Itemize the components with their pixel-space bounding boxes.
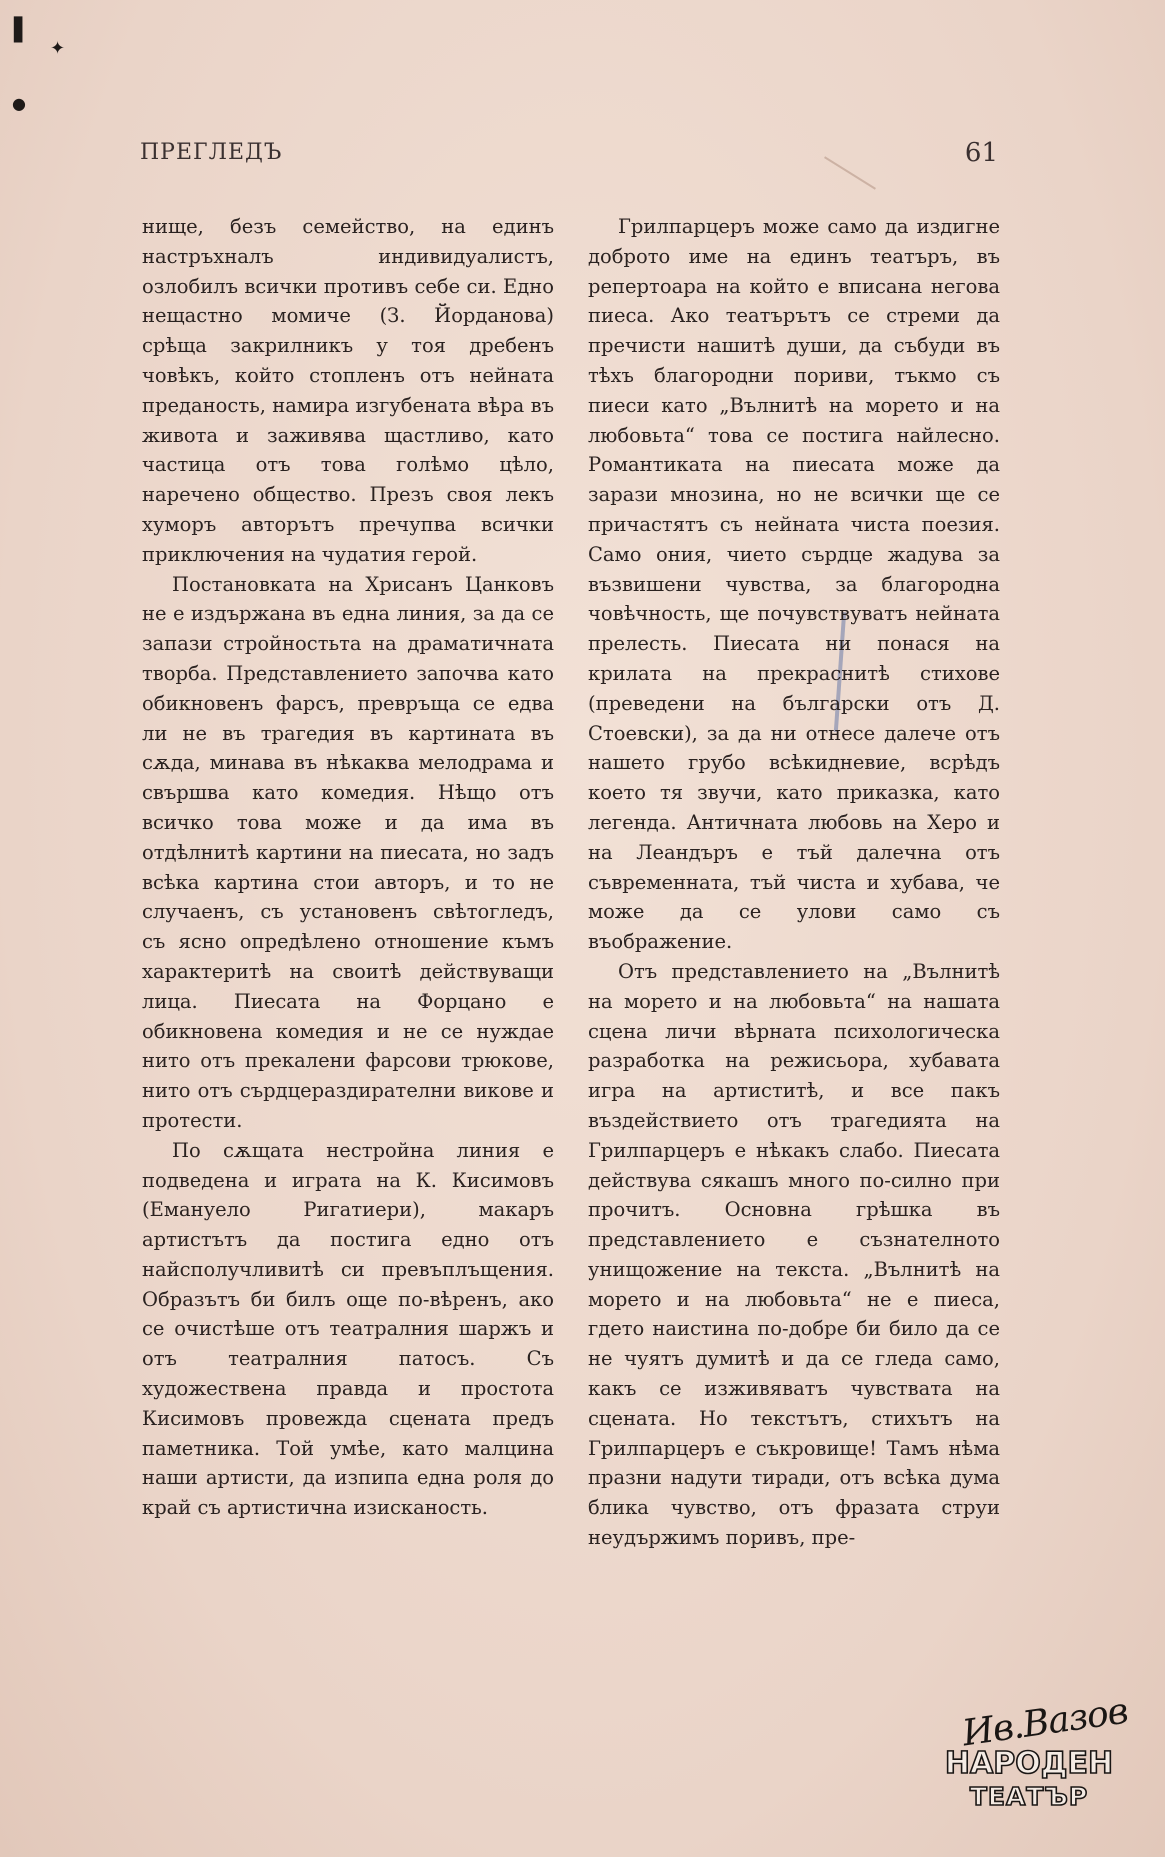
right-column	[588, 212, 1000, 1553]
paragraph: Грилпарцеръ може само да издигне доброто име на единъ театъръ, въ репертоара на който е вписана негова пиеса. Ако театърътъ се стреми да пречисти нашитѣ души, да събуди въ тѣхъ благородни пориви, тъкмо съ пиеси като „Вълнитѣ на морето и на любовьта“ това се постига найлесно. Романтиката на пиесата може да зарази мнозина, но не всички ще се причастятъ съ нейната чиста поезия. Само ония, чието сърдце жадува за възвишени чувства, за благородна човѣчность, ще почувствуватъ нейната прелесть. Пиесата ни понася на крилата на прекраснитѣ стихове (преведени на български отъ Д. Стоевски), за да ни отнесе далече отъ нашето грубо всѣкидневие, всрѣдъ което тя звучи, като приказка, като легенда. Античната любовь на Херо и на Леандъръ е тъй далечна отъ съвременната, тъй чиста и хубава, че може да се улови само съ въображение.	[588, 215, 1000, 954]
margin-mark: ●	[12, 94, 26, 113]
logo-text-line1: НАРОДЕН	[944, 1746, 1114, 1781]
left-column	[142, 212, 554, 1523]
paragraph: Отъ представлението на „Вълнитѣ на морето и на любовьта“ на нашата сцена личи вѣрната психологическа разработка на режисьора, хубавата игра на артиститѣ, и все пакъ въздействието отъ трагедията на Грилпарцеръ е нѣкакъ слабо. Пиесата действува сякашъ много по-силно при прочитъ. Основна грѣшка въ представлението е съзнателното унищожение на текста. „Вълнитѣ на морето и на любовьта“ не е пиеса, гдето наистина по-добре би било да се не чуятъ думитѣ и да се гледа само, какъ се изживяватъ чувствата на сцената. Но текстътъ, стихътъ на Грилпарцеръ е съкровище! Тамъ нѣма празни надути тиради, отъ всѣка дума блика чувство, отъ фразата струи неудържимъ поривъ, пре-	[588, 959, 1000, 1550]
page-header	[140, 140, 998, 180]
logo-signature: Ив.Вазов	[959, 1690, 1131, 1755]
margin-mark: ▌	[14, 18, 31, 43]
margin-mark: ✦	[50, 38, 66, 59]
logo-text-line2: ТЕАТЪР	[969, 1782, 1089, 1811]
page-number: 61	[964, 138, 998, 168]
national-theatre-logo	[944, 1690, 1131, 1817]
paragraph: По сѫщата нестройна линия е подведена и играта на К. Кисимовъ (Емануело Ригатиери), макаръ артистътъ да постига едно отъ найсполучливитѣ си превъплъщения. Образътъ би билъ още по-вѣренъ, ако се очистѣше отъ театралния шаржъ и отъ театралния патосъ. Съ художествена правда и простота Кисимовъ провежда сцената предъ паметника. Той умѣе, като малцина наши артисти, да изпипа една роля до край съ артистична изисканость.	[142, 1138, 554, 1520]
paragraph: нище, безъ семейство, на единъ настръхналъ индивидуалистъ, озлобилъ всички противъ себе си. Едно нещастно момиче (З. Йорданова) срѣща закрилникъ у тоя дребенъ човѣкъ, който стопленъ отъ нейната преданость, намира изгубената вѣра въ живота и заживява щастливо, като частица отъ това голѣмо цѣло, наречено общество. Презъ своя лекъ хуморъ авторътъ пречупва всички приключения на чудатия герой.	[142, 215, 554, 566]
running-head: ПРЕГЛЕДЪ	[140, 140, 283, 165]
paragraph: Постановката на Хрисанъ Цанковъ не е издържана въ една линия, за да се запази стройностьта на драматичната творба. Представлението започва като обикновенъ фарсъ, превръща се едва ли не въ трагедия въ картината въ сѫда, минава въ нѣкаква мелодрама и свършва като комедия. Нѣщо отъ всичко това може и да има въ отдѣлнитѣ картини на пиесата, но задъ всѣка картина стои авторъ, и то не случаенъ, съ установенъ свѣтогледъ, съ ясно опредѣлено отношение къмъ характеритѣ на своитѣ действуващи лица. Пиесата на Форцано е обикновена комедия и не се нуждае нито отъ прекалени фарсови трюкове, нито отъ сърдцераздирателни викове и протести.	[142, 572, 554, 1132]
